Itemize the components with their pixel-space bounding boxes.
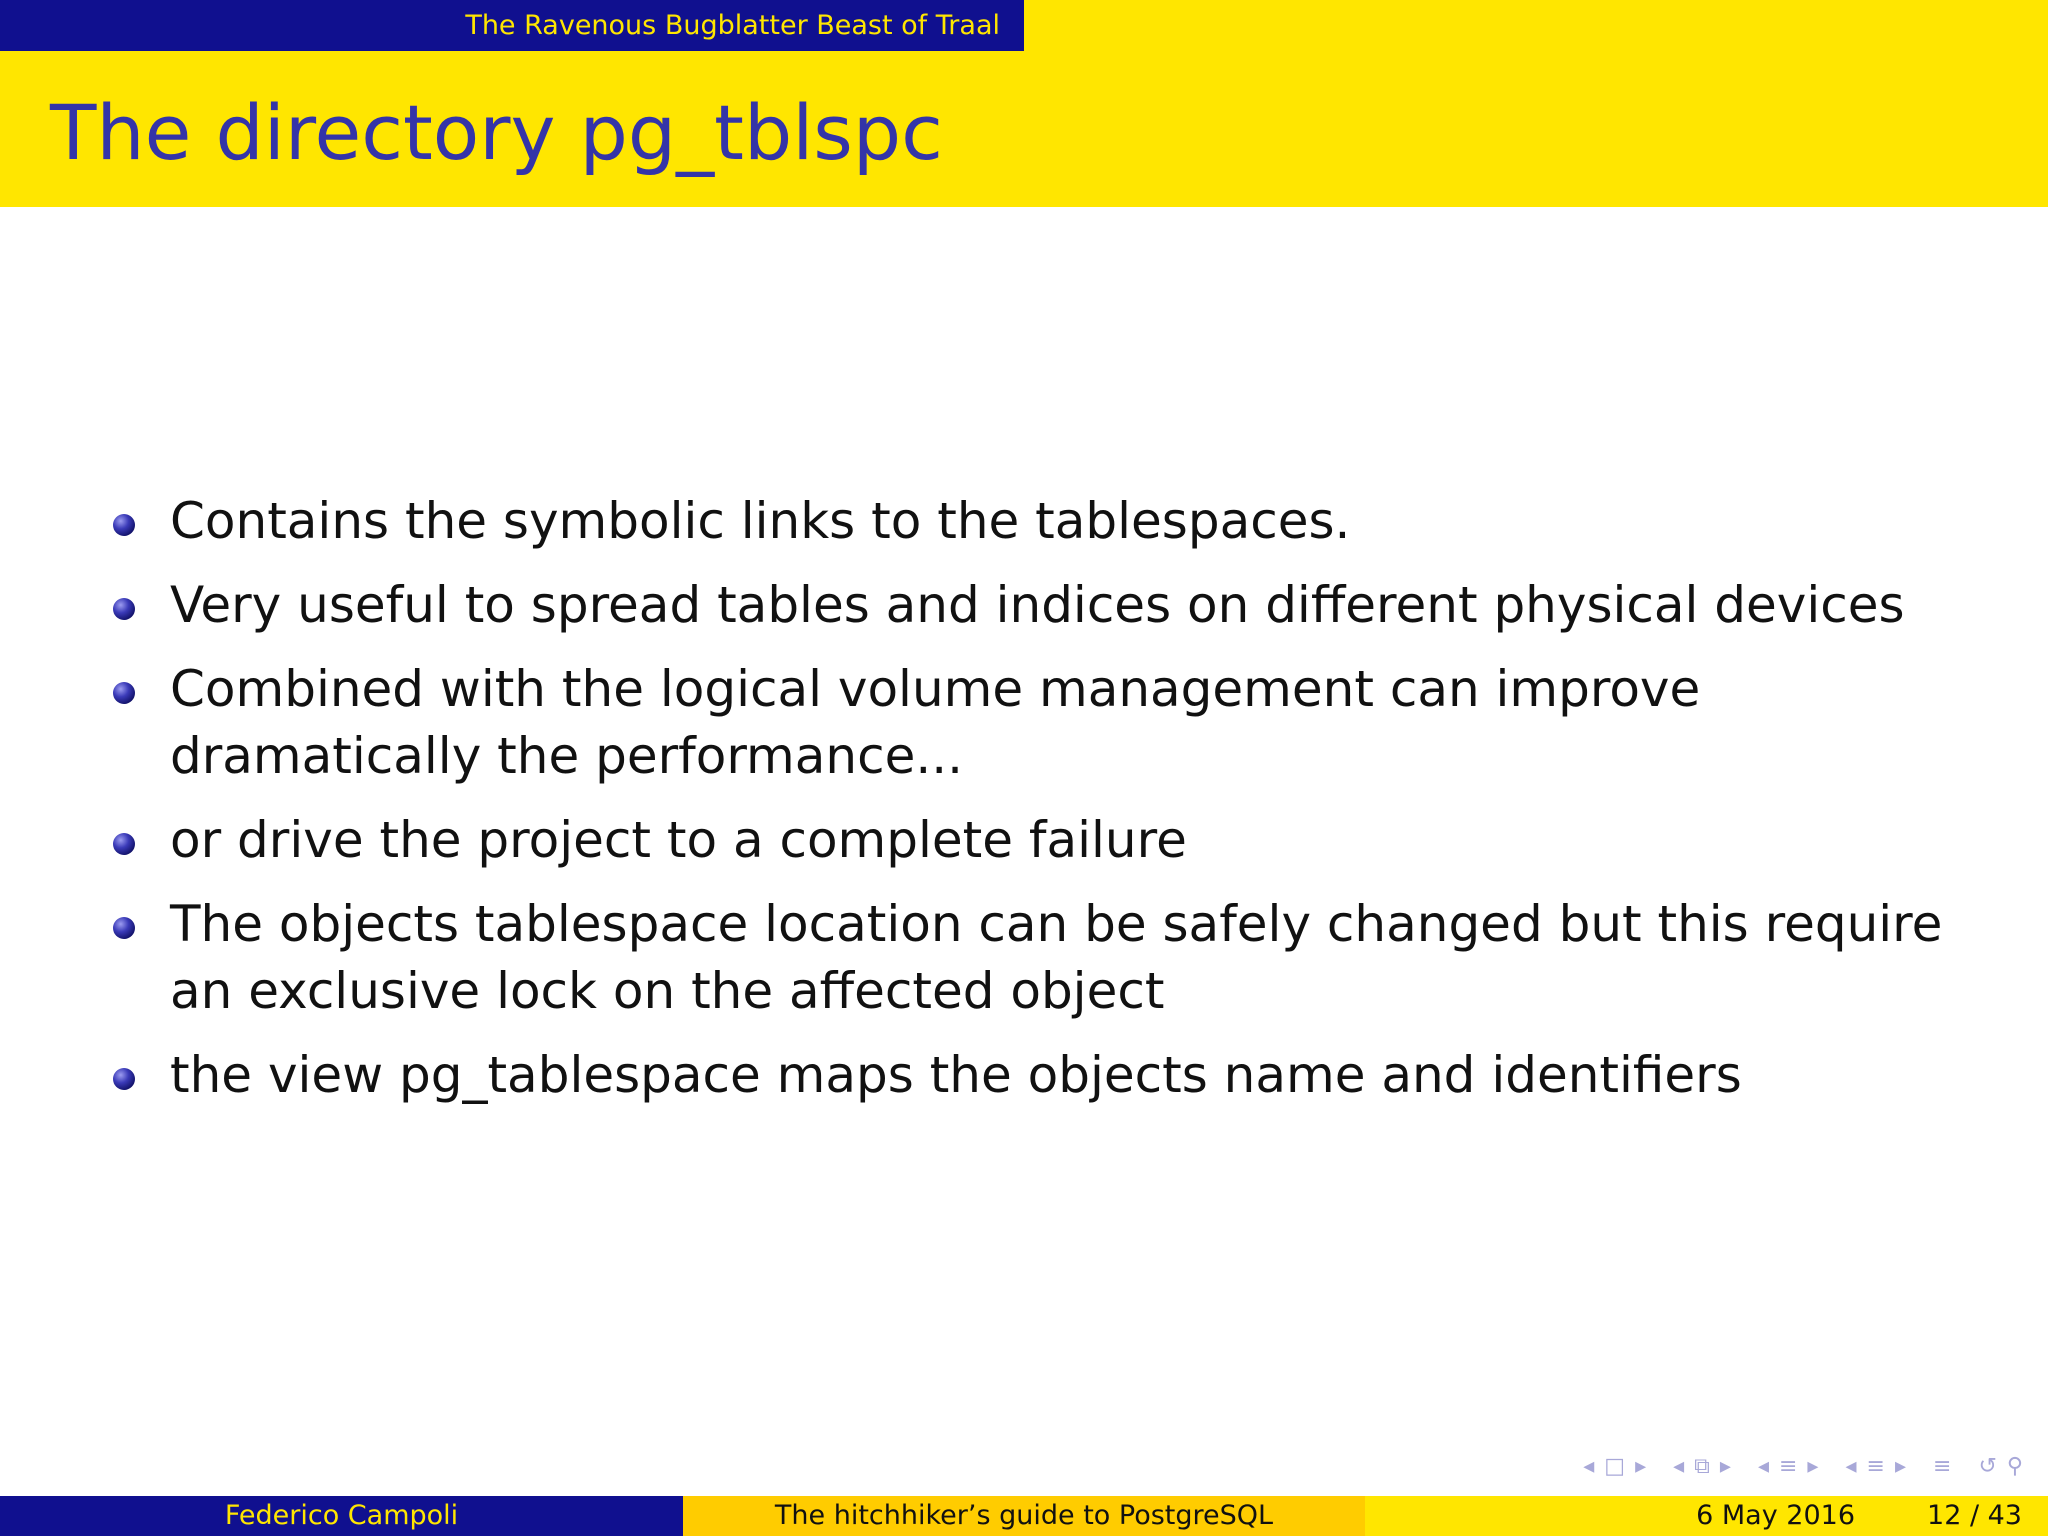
section-title: The Ravenous Bugblatter Beast of Traal (0, 0, 1024, 51)
bullet-text: Very useful to spread tables and indices on different physical devices (170, 576, 1905, 634)
list-item (110, 891, 2010, 1025)
ball-bullet-icon (113, 917, 135, 939)
footer-right (1365, 1496, 2048, 1536)
nav-appendix-icon[interactable]: ≡ (1933, 1453, 1952, 1479)
nav-next-subsection-icon[interactable]: ▸ (1719, 1453, 1731, 1479)
footer-author: Federico Campoli (0, 1496, 683, 1536)
header-strip (0, 0, 2048, 51)
nav-back-icon[interactable]: ↺ (1978, 1453, 1997, 1479)
bullet-text: or drive the project to a complete failure (170, 811, 1187, 869)
list-item (110, 572, 2010, 639)
bullet-text: the view pg_tablespace maps the objects name and identifiers (170, 1046, 1742, 1104)
nav-prev-section-icon[interactable]: ◂ (1757, 1453, 1769, 1479)
footer-date: 6 May 2016 (1696, 1500, 1856, 1531)
nav-subsection-icon[interactable]: ⧉ (1694, 1453, 1710, 1479)
list-item (110, 488, 2010, 555)
bullet-list (110, 488, 2010, 1126)
nav-frame-icon[interactable]: □ (1604, 1453, 1626, 1479)
bullet-text: Combined with the logical volume management can improve dramatically the performance... (170, 660, 1701, 785)
footer-page-number: 12 / 43 (1927, 1500, 2022, 1531)
ball-bullet-icon (113, 514, 135, 536)
footer-title: The hitchhiker’s guide to PostgreSQL (683, 1496, 1365, 1536)
nav-next-document-icon[interactable]: ▸ (1894, 1453, 1906, 1479)
list-item (110, 807, 2010, 874)
bullet-text: The objects tablespace location can be safely changed but this require an exclusive lock on the affected object (170, 895, 1943, 1020)
nav-section-icon[interactable]: ≡ (1778, 1453, 1798, 1479)
nav-next-frame-icon[interactable]: ▸ (1635, 1453, 1647, 1479)
bullet-text: Contains the symbolic links to the tablespaces. (170, 492, 1351, 550)
ball-bullet-icon (113, 682, 135, 704)
slide-title: The directory pg_tblspc (50, 88, 943, 177)
nav-prev-frame-icon[interactable]: ◂ (1583, 1453, 1595, 1479)
footer (0, 1496, 2048, 1536)
list-item (110, 1042, 2010, 1109)
nav-prev-document-icon[interactable]: ◂ (1845, 1453, 1857, 1479)
navigation-bar (1578, 1448, 2028, 1484)
ball-bullet-icon (113, 1068, 135, 1090)
frame-title-bar (0, 51, 2048, 207)
ball-bullet-icon (113, 833, 135, 855)
ball-bullet-icon (113, 598, 135, 620)
nav-prev-subsection-icon[interactable]: ◂ (1673, 1453, 1685, 1479)
nav-next-section-icon[interactable]: ▸ (1807, 1453, 1819, 1479)
nav-search-icon[interactable]: ⚲ (2006, 1453, 2023, 1479)
nav-document-icon[interactable]: ≡ (1866, 1453, 1885, 1479)
list-item (110, 656, 2010, 790)
